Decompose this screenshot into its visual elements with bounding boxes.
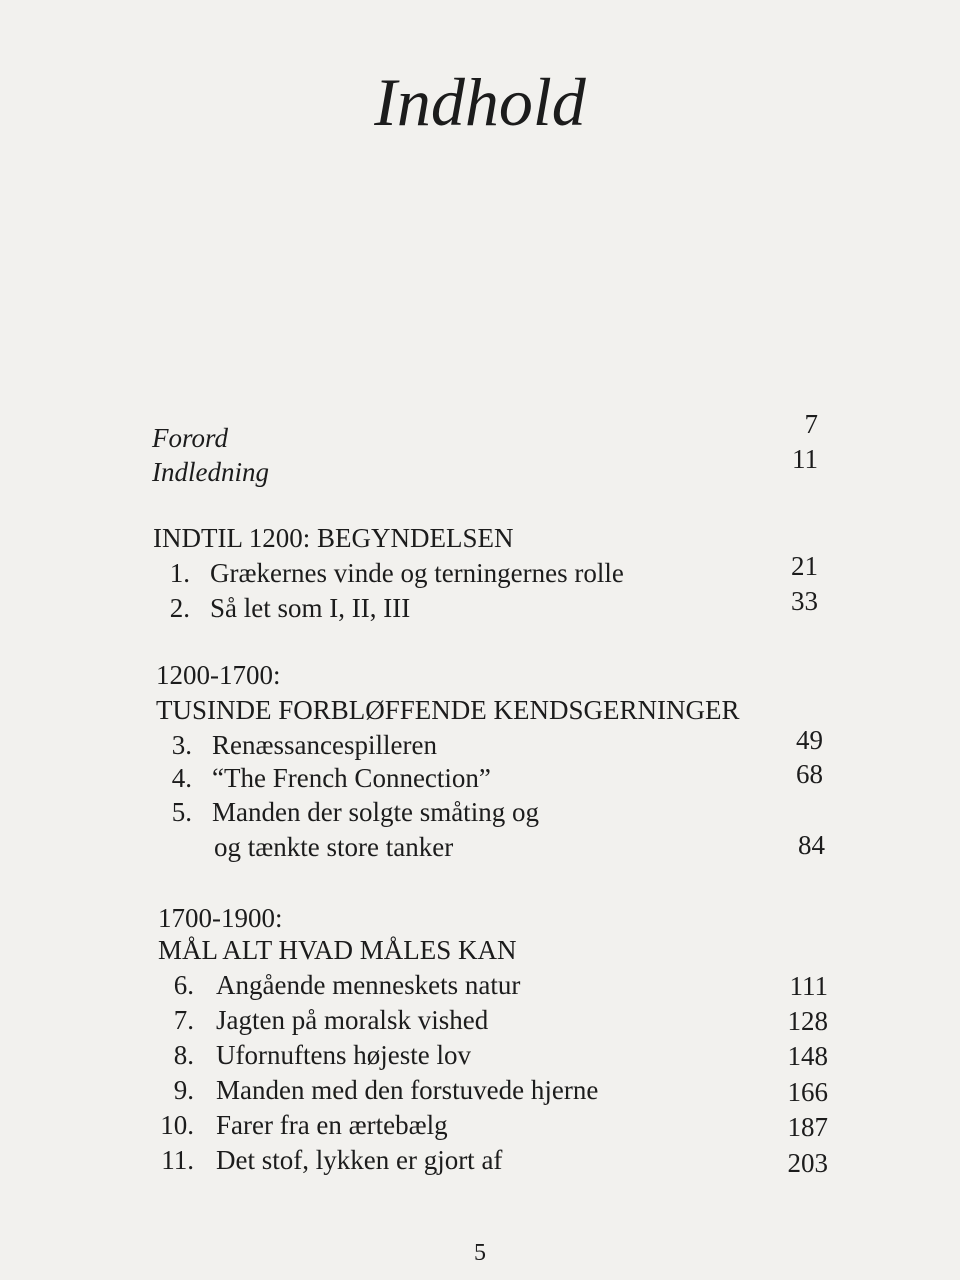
section-heading: 1200-1700: bbox=[156, 660, 281, 690]
chapter-number: 10. bbox=[160, 1110, 194, 1140]
chapter-title: Grækernes vinde og terningernes rolle bbox=[210, 558, 624, 588]
chapter-number: 6. bbox=[173, 970, 194, 1000]
section-heading: 1700-1900: bbox=[158, 903, 283, 933]
toc-entry-forord-page: 7 bbox=[804, 409, 818, 439]
chapter-number: 7. bbox=[173, 1005, 194, 1035]
chapter-page: 33 bbox=[791, 586, 818, 616]
toc-entry-indledning-page: 11 bbox=[792, 444, 818, 474]
section-heading: TUSINDE FORBLØFFENDE KENDSGERNINGER bbox=[156, 695, 740, 725]
chapter-number: 5. bbox=[171, 797, 192, 827]
chapter-title: Ufornuftens højeste lov bbox=[216, 1040, 471, 1070]
chapter-page: 187 bbox=[787, 1112, 828, 1142]
chapter-page: 68 bbox=[796, 759, 823, 789]
toc-entry-indledning-label: Indledning bbox=[152, 457, 269, 487]
chapter-number: 11. bbox=[161, 1145, 194, 1175]
page-number: 5 bbox=[474, 1240, 486, 1266]
chapter-title: Angående menneskets natur bbox=[216, 970, 521, 1000]
chapter-number: 8. bbox=[173, 1040, 194, 1070]
chapter-title-continued: og tænkte store tanker bbox=[214, 832, 454, 862]
chapter-title: “The French Connection” bbox=[212, 763, 491, 793]
chapter-number: 2. bbox=[169, 593, 190, 623]
chapter-title: Renæssancespilleren bbox=[212, 730, 437, 760]
chapter-number: 4. bbox=[171, 763, 192, 793]
chapter-page: 148 bbox=[787, 1041, 828, 1071]
chapter-title: Jagten på moralsk vished bbox=[216, 1005, 489, 1035]
chapter-page: 128 bbox=[787, 1006, 828, 1036]
chapter-title: Manden der solgte småting og bbox=[212, 797, 539, 827]
chapter-page: 84 bbox=[798, 830, 825, 860]
chapter-number: 1. bbox=[169, 558, 190, 588]
chapter-title: Det stof, lykken er gjort af bbox=[216, 1145, 503, 1175]
chapter-page: 166 bbox=[787, 1077, 828, 1107]
chapter-number: 9. bbox=[173, 1075, 194, 1105]
chapter-number: 3. bbox=[171, 730, 192, 760]
section-heading: MÅL ALT HVAD MÅLES KAN bbox=[158, 935, 517, 965]
chapter-page: 203 bbox=[787, 1148, 828, 1178]
chapter-page: 49 bbox=[796, 725, 823, 755]
section-heading: INDTIL 1200: BEGYNDELSEN bbox=[153, 523, 514, 553]
chapter-page: 21 bbox=[791, 551, 818, 581]
chapter-title: Farer fra en ærtebælg bbox=[216, 1110, 448, 1140]
chapter-title: Så let som I, II, III bbox=[210, 593, 411, 623]
chapter-title: Manden med den forstuvede hjerne bbox=[216, 1075, 599, 1105]
page-title: Indhold bbox=[374, 64, 586, 140]
chapter-page: 111 bbox=[789, 971, 828, 1001]
toc-entry-forord-label: Forord bbox=[152, 423, 229, 453]
